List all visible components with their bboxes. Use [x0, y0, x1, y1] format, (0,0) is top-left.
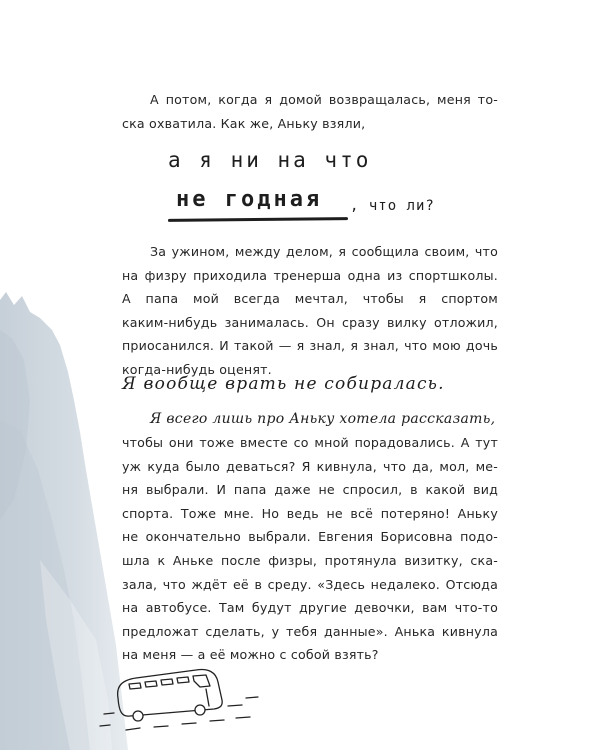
text-line: ня выбрали. И папа даже не спросил, в какой вид	[122, 482, 498, 498]
text-line: не окончательно выбрали. Евгения Борисовна подо-	[122, 529, 498, 545]
text-line: приосанился. И такой — я знал, я знал, что мою дочь	[122, 338, 498, 354]
text-line: на физру приходила тренерша одна из спортшколы.	[122, 267, 498, 283]
text-line: За ужином, между делом, я сообщила своим, что	[150, 244, 498, 259]
handwritten-emphasis: не годная	[176, 187, 323, 212]
text-line: уж куда было деваться? Я кивнула, что да, мол, ме-	[122, 458, 498, 474]
text-line: А папа мой всегда мечтал, чтобы я спортом	[122, 291, 498, 307]
paragraph-2	[122, 240, 498, 382]
handwritten-line-2: Я вообще врать не собиралась.	[122, 374, 445, 394]
paragraph-3	[122, 431, 498, 667]
text-line: на автобусе. Там будут другие девочки, вам что-то	[122, 600, 498, 616]
text-line: каким-нибудь занималась. Он сразу вилку отложил,	[122, 314, 498, 330]
text-line: ска охватила. Как же, Аньку взяли,	[122, 115, 366, 131]
paragraph-1	[122, 88, 498, 135]
text-line: спорта. Тоже мне. Но ведь не всё потеряно! Аньку	[122, 505, 498, 521]
text-line: шла к Аньке после физры, протянула визитку, ска-	[122, 552, 498, 568]
text-line: зала, что ждёт её в среду. «Здесь недалеко. Отсюда	[122, 576, 498, 592]
text-line: на меня — а её можно с собой взять?	[122, 647, 379, 663]
handwritten-rest: , что ли?	[350, 198, 435, 214]
handwritten-line-1: а я ни на что	[168, 148, 372, 172]
text-line: А потом, когда я домой возвращалась, меня то-	[150, 92, 498, 107]
text-line: когда-нибудь оценят.	[122, 361, 272, 377]
text-line: чтобы они тоже вместе со мной порадовались. А тут	[122, 435, 498, 450]
handwritten-line-3: Я всего лишь про Аньку хотела рассказать,	[150, 411, 496, 427]
bus-icon	[96, 656, 266, 736]
text-line: предложат сделать, у тебя данные». Анька кивнула	[122, 623, 498, 639]
